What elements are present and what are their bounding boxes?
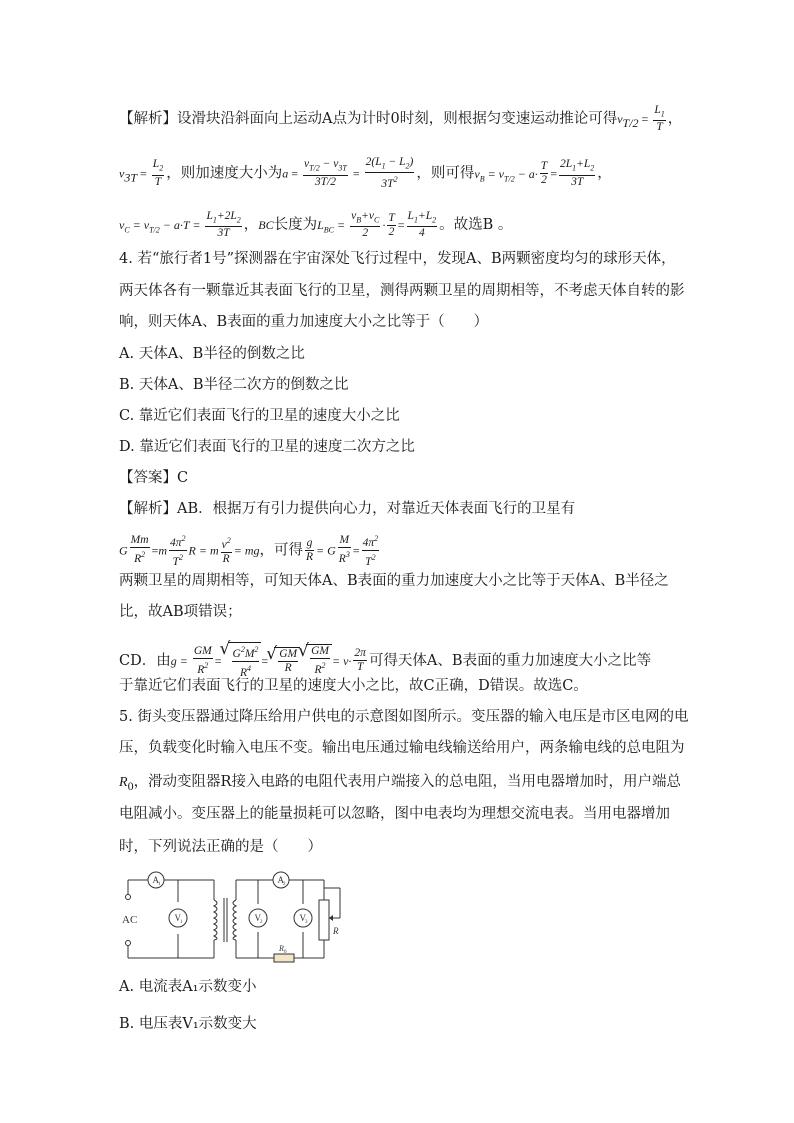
ac-source-label: AC: [122, 914, 138, 926]
q4-option-a[interactable]: A. 天体A、B半径的倒数之比: [119, 346, 305, 362]
svg-text:2: 2: [260, 920, 263, 925]
q4-analysis-6: 于靠近它们表面飞行的卫星的速度大小之比，故C正确，D错误。故选C。: [119, 678, 588, 694]
transformer-circuit-diagram: [118, 868, 358, 968]
analysis3-text-2b: ，则可得: [416, 165, 475, 182]
svg-text:2: 2: [283, 882, 286, 887]
q5-stem-2: 压，负载变化时输入电压不变。输出电压通过输电线输送给用户，两条输电线的总电阻为: [119, 740, 685, 756]
analysis3-line3: $v_C = v_{T/2} - a\cdot T$ = $\frac{L_1+2L_2}{3T}$ ，BC长度为$L_{BC}$ = $\frac{v_B+v_C}{2}$ · $\frac{T}{2}$ = $\frac{L_1+L_2}{4}$ 。故选B 。: [119, 210, 513, 240]
q4-analysis-5: CD．由g = $\frac{GM}{R^2}$ = √ $\frac{G^2M^2}{R^4}$ = √ $\frac{GM}{R}$ √ $\frac{GM}{R^2}$ = v· $\frac{2\pi}{T}$ 可得天体A、B表面的重力加速度大小之比等: [119, 642, 651, 680]
analysis3-text-1: 【解析】设滑块沿斜面向上运动A点为计时0时刻，则根据匀变速运动推论可得: [119, 111, 618, 128]
r0-symbol: R: [119, 775, 128, 790]
q4-stem-3: 响，则天体A、B表面的重力加速度大小之比等于（ ）: [119, 314, 489, 330]
q5-option-a[interactable]: A. 电流表A₁示数变小: [119, 979, 257, 995]
analysis3-text-3b: 。故选B 。: [439, 217, 513, 234]
rheostat-r-label: R: [333, 926, 339, 936]
q4-analysis-2-mid: ，可得: [259, 542, 303, 559]
meter-v3-label: V: [299, 913, 306, 923]
q5-stem-5: 时，下列说法正确的是（ ）: [119, 839, 322, 855]
q4-analysis-5-suffix: 可得天体A、B表面的重力加速度大小之比等: [368, 652, 652, 669]
q4-analysis-5-prefix: CD．由: [119, 652, 171, 669]
analysis3-line2: $v_{3T}$ = $\frac{L_2}{T}$ ，则加速度大小为a = $\frac{v_{T/2} - v_{3T}}{3T/2}$ = $\frac{2(L_1 - L_2)}{3T^2}$ ，则可得$v_B = v_{T/2} - a\cdot$ $\frac{T}{2}$ = $\frac{2L_1+L_2}{3T}$ ，: [119, 156, 612, 191]
q4-analysis-4: 比，故AB项错误；: [119, 604, 242, 620]
q4-analysis-2: G $\frac{Mm}{R^2}$ =m $\frac{4\pi^2}{T^2}$ R = m $\frac{v^2}{R}$ = mg，可得 $\frac{g}{R}$ = G $\frac{M}{R^3}$ = $\frac{4\pi^2}{T^2}$: [119, 534, 379, 568]
q5-stem-4: 电阻减小。变压器上的能量损耗可以忽略，图中电表均为理想交流电表。当用电器增加: [119, 806, 670, 822]
q4-answer: 【答案】C: [119, 470, 189, 486]
q5-stem-1: 5. 街头变压器通过降压给用户供电的示意图如图所示。变压器的输入电压是市区电网的电: [119, 709, 689, 725]
resistor-r0-label: R: [279, 944, 284, 953]
q4-analysis-3: 两颗卫星的周期相等，可知天体A、B表面的重力加速度大小之比等于天体A、B半径之: [119, 573, 669, 589]
analysis3-text-2a: ，则加速度大小为: [166, 165, 283, 182]
svg-text:3: 3: [305, 920, 308, 925]
q4-option-b[interactable]: B. 天体A、B半径二次方的倒数之比: [119, 377, 349, 393]
meter-v1-label: V: [174, 913, 181, 923]
q4-analysis-1: 【解析】AB．根据万有引力提供向心力，对靠近天体表面飞行的卫星有: [119, 501, 576, 517]
analysis3-text-3a: 长度为: [273, 217, 318, 234]
svg-text:1: 1: [158, 882, 161, 887]
meter-v2-label: V: [254, 913, 261, 923]
meter-a2-label: A: [277, 875, 284, 885]
q5-option-b[interactable]: B. 电压表V₁示数变大: [119, 1016, 257, 1032]
bc-symbol: BC: [258, 218, 274, 233]
q5-stem-3: $R_0$，滑动变阻器R接入电路的电阻代表用户端接入的总电阻，当用电器增加时，用户端总: [119, 774, 681, 793]
q4-option-d[interactable]: D. 靠近它们表面飞行的卫星的速度二次方之比: [119, 439, 415, 455]
q4-stem-1: 4. 若“旅行者1号”探测器在宇宙深处飞行过程中，发现A、B两颗密度均匀的球形天体，: [119, 251, 676, 267]
meter-a1-label: A: [152, 875, 159, 885]
q4-option-c[interactable]: C. 靠近它们表面飞行的卫星的速度大小之比: [119, 408, 400, 424]
svg-text:1: 1: [180, 920, 183, 925]
q5-stem-3-suffix: ，滑动变阻器R接入电路的电阻代表用户端接入的总电阻，当用电器增加时，用户端总: [133, 774, 681, 790]
svg-text:0: 0: [284, 950, 287, 955]
analysis3-line1: 【解析】设滑块沿斜面向上运动A点为计时0时刻，则根据匀变速运动推论可得$v_{T/2}$ = $\frac{L_1}{T}$ ，: [119, 104, 683, 134]
q4-stem-2: 两天体各有一颗靠近其表面飞行的卫星，测得两颗卫星的周期相等，不考虑天体自转的影: [119, 283, 685, 299]
